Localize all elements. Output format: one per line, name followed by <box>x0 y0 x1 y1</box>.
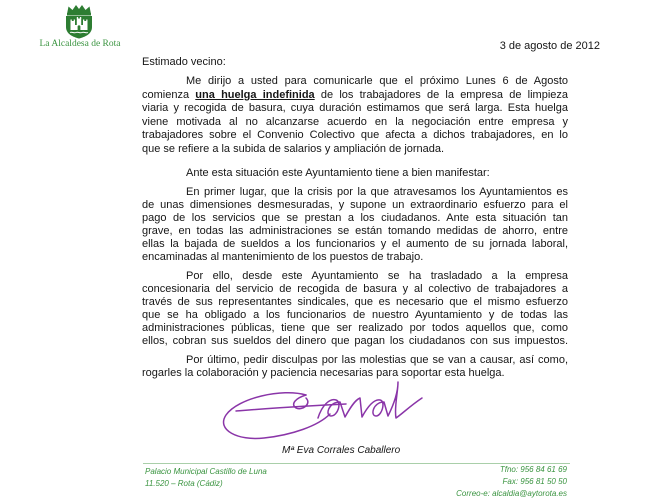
footer-address <box>145 466 267 490</box>
signatory-name: Mª Eva Corrales Caballero <box>282 445 401 456</box>
paragraph-request <box>142 270 568 348</box>
letter-line: que se refiere a la subida de salarios y ampliación de jornada. <box>142 142 445 155</box>
coat-of-arms-icon <box>62 3 96 39</box>
line-text: comienza <box>142 88 196 101</box>
footer-contact <box>456 464 567 500</box>
letter-line: Por último, pedir disculpas por las molestias que se van a causar, así como, <box>186 353 568 366</box>
coat-of-arms-graphic <box>62 3 96 39</box>
castle-gate <box>78 25 81 30</box>
letter-line: administraciones públicas, tiene que ser realizado por todos aquellos que, como <box>142 321 568 334</box>
letter-line: ellos, cobran sus sueldos del dinero que pagan los ciudadanos con sus impuestos. <box>142 334 568 347</box>
paragraph-crisis <box>142 186 568 264</box>
letter-body <box>142 56 568 380</box>
letter-line: encaminadas al mantenimiento de los puestos de trabajo. <box>142 250 424 263</box>
letter-line: En primer lugar, que la crisis por la que atravesamos los Ayuntamientos es <box>186 185 568 198</box>
phone-line: Tfno: 956 84 61 69 <box>499 465 567 474</box>
letter-line: ellas la bajada de sueldos a los funcionarios y el aumento de su jornada laboral, <box>142 237 568 250</box>
signature-stroke <box>224 393 330 439</box>
letter-line: través de sus representantes sindicales, que es necesario que el mismo esfuerzo <box>142 295 568 308</box>
fax-line: Fax: 956 81 50 50 <box>502 477 567 486</box>
letter-line: que se ha obligado a los funcionarios de nuestro Ayuntamiento y de todas las <box>142 308 568 321</box>
letter-line: concesionaria del servicio de recogida de basura y al colectivo de trabajadores a <box>142 282 568 295</box>
letter-line: viaria y recogida de basura, cuya duración estimamos que será larga. Esta huelga <box>142 102 568 115</box>
logo-caption: La Alcaldesa de Rota <box>39 39 121 49</box>
line-text: de los trabajadores de la empresa de limpieza <box>314 88 568 101</box>
letter-line: viene motivada al no alcanzarse acuerdo en la negociación entre empresa y <box>142 115 568 128</box>
address-line: 11.520 – Rota (Cádiz) <box>145 479 223 488</box>
paragraph-statement-intro <box>142 167 568 180</box>
address-line: Palacio Municipal Castillo de Luna <box>145 467 267 476</box>
letter-line: trabajadores sobre el Convenio Colectivo que afecta a dichos trabajadores, en lo <box>142 129 568 142</box>
letter-line <box>142 89 568 103</box>
paragraph-announcement <box>142 75 568 157</box>
letter-line: grave, en todas las administraciones se están tomando medidas de ahorro, entre <box>142 224 568 237</box>
letter-line: de unas dimensiones desmesuradas, y supone un extraordinario esfuerzo para el <box>142 198 568 211</box>
strike-emphasis: una huelga indefinida <box>195 88 315 101</box>
sea-waves <box>70 32 88 33</box>
signature-stroke <box>318 382 422 418</box>
crown-shape <box>67 5 91 14</box>
salutation: Estimado vecino: <box>142 56 226 68</box>
letter-line: Me dirijo a usted para comunicarle que el próximo Lunes 6 de Agosto <box>186 75 568 87</box>
handwritten-signature <box>218 376 428 444</box>
letter-line: Ante esta situación este Ayuntamiento tiene a bien manifestar: <box>186 166 490 179</box>
crown-band <box>67 13 91 16</box>
letter-line: rogarles la colaboración y paciencia necesarias para soportar esta huelga. <box>142 366 505 379</box>
signature-graphic <box>218 376 428 444</box>
letter-line: pago de los servicios que se prestan a los ciudadanos. Ante esta situación tan <box>142 211 568 224</box>
email-line: Correo-e: alcaldia@aytorota.es <box>456 489 567 498</box>
letter-date: 3 de agosto de 2012 <box>499 40 600 52</box>
letter-line: Por ello, desde este Ayuntamiento se ha trasladado a la empresa <box>186 269 568 282</box>
